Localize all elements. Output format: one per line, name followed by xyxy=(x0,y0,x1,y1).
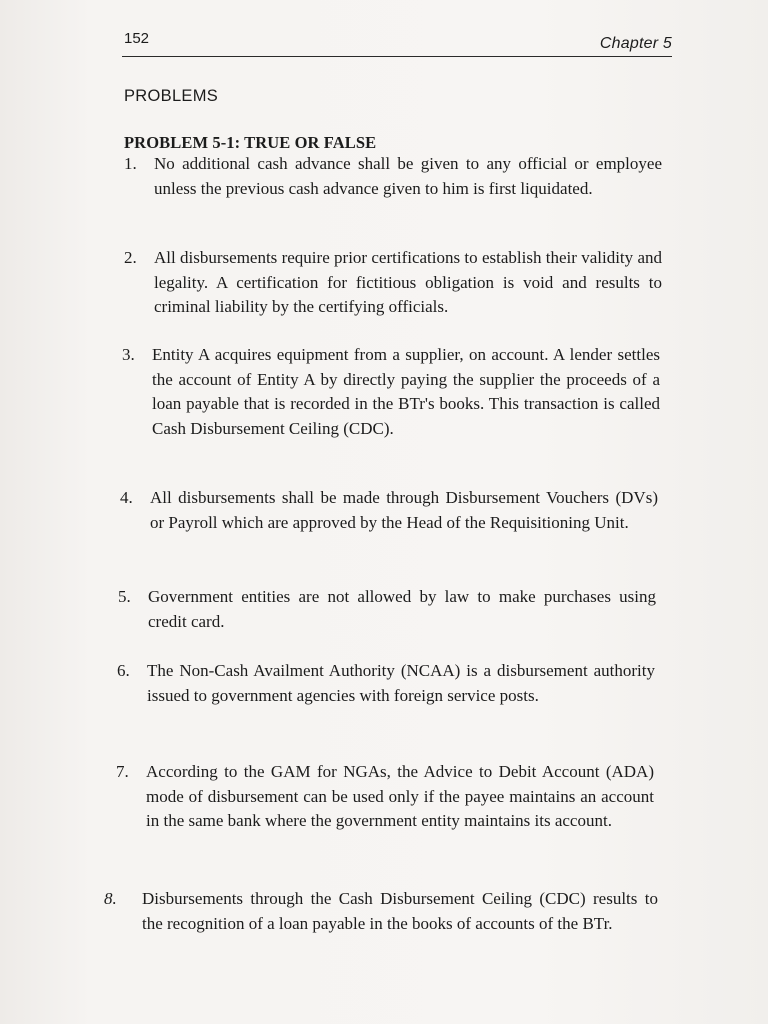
item-number: 6. xyxy=(117,661,130,680)
item-number: 2. xyxy=(124,248,137,267)
section-title: PROBLEMS xyxy=(124,87,219,105)
item-number: 1. xyxy=(124,154,137,173)
chapter-label: Chapter 5 xyxy=(599,35,672,52)
item-text: The Non-Cash Availment Authority (NCAA) is a disbursement authority issued to government agencies with foreign service posts. xyxy=(147,661,655,705)
item-text: All disbursements shall be made through Disbursement Vouchers (DVs) or Payroll which are approved by the Head of the Requisitioning Unit. xyxy=(150,488,658,532)
item-number: 7. xyxy=(116,762,129,781)
item-text: No additional cash advance shall be given to any official or employee unless the previous cash advance given to him is first liquidated. xyxy=(154,154,662,198)
item-number: 4. xyxy=(120,488,133,507)
item-text: Entity A acquires equipment from a supplier, on account. A lender settles the account of Entity A by directly paying the supplier the proceeds of a loan payable that is recorded in the BTr's books. This transaction is called Cash Disbursement Ceiling (CDC). xyxy=(152,345,660,438)
page-header xyxy=(122,28,672,57)
item-text: According to the GAM for NGAs, the Advice to Debit Account (ADA) mode of disbursement can be used only if the payee maintains an account in the same bank where the government entity maintains its account. xyxy=(146,762,654,830)
page-number: 152 xyxy=(124,30,150,47)
item-text: Government entities are not allowed by law to make purchases using credit card. xyxy=(148,587,656,631)
item-text: All disbursements require prior certifications to establish their validity and legality. A certification for fictitious obligation is void and results to criminal liability by the certifying officials. xyxy=(154,248,662,316)
item-number: 3. xyxy=(122,345,135,364)
item-number: 5. xyxy=(118,587,131,606)
problem-title: PROBLEM 5-1: TRUE OR FALSE xyxy=(124,133,377,152)
item-number: 8. xyxy=(104,889,117,908)
item-text: Disbursements through the Cash Disbursement Ceiling (CDC) results to the recognition of a loan payable in the books of accounts of the BTr. xyxy=(142,889,658,933)
